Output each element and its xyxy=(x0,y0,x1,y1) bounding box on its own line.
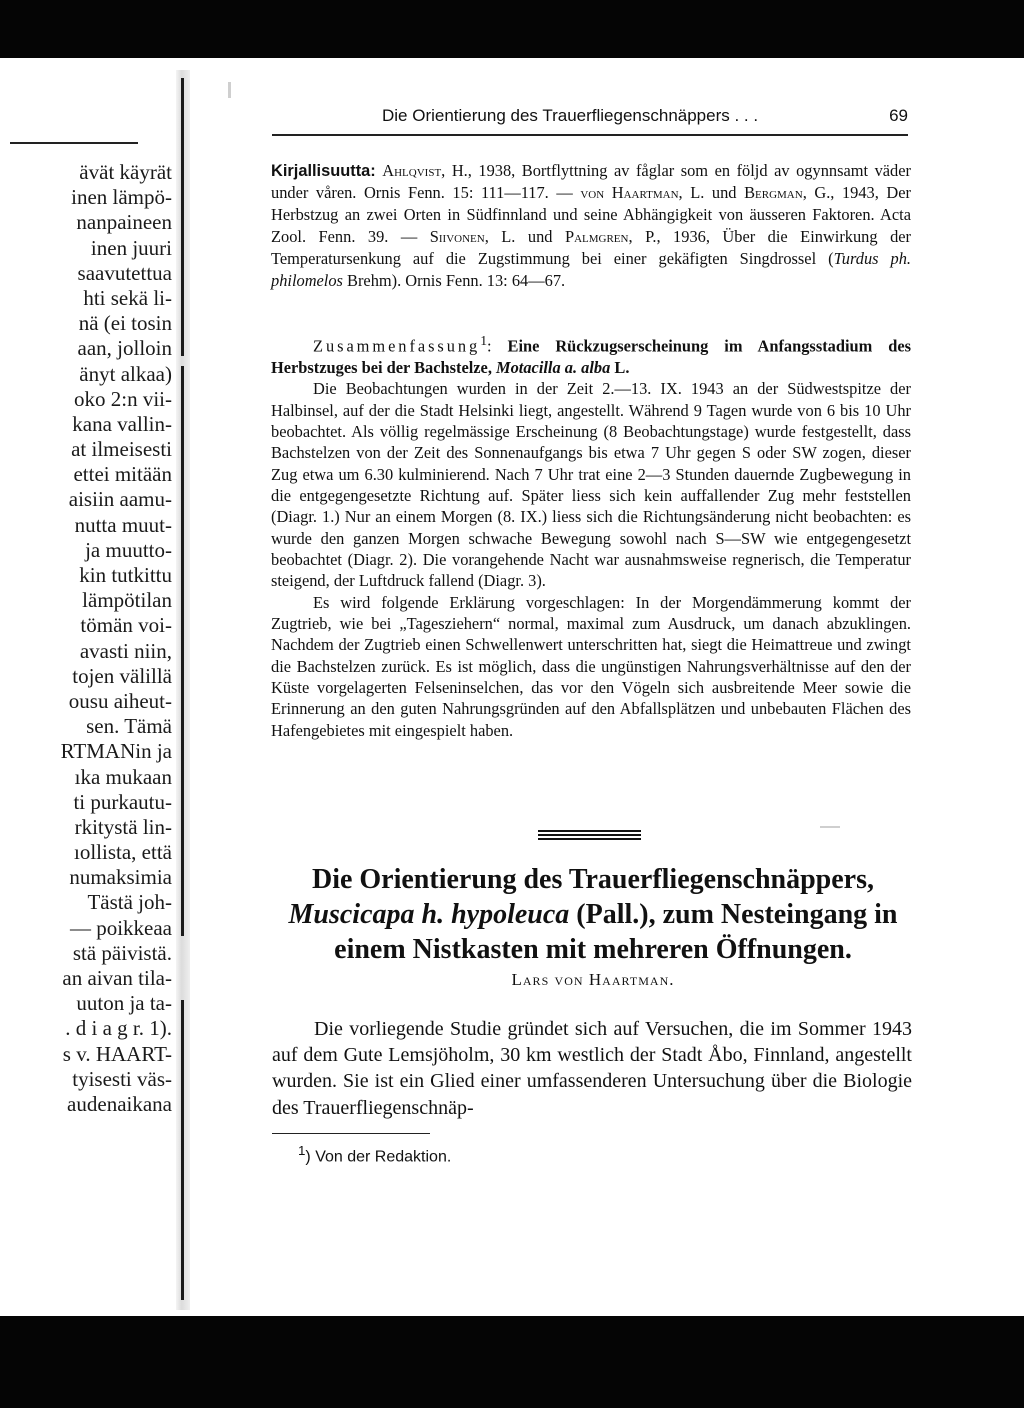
literature-text: , H., 1938, Bortflyttning av fåglar som en följd av ogynnsamt väder under våren. Ornis Fenn. 15: 111—117. — xyxy=(271,161,911,203)
previous-page-line: tömän voi- xyxy=(80,613,172,638)
previous-page-line: numaksimia xyxy=(69,865,172,890)
previous-page-line: stä päivistä. xyxy=(72,940,172,965)
footnote-text: ) Von der Redaktion. xyxy=(305,1148,452,1166)
previous-page-line: ıollista, että xyxy=(74,840,172,865)
summary-heading xyxy=(271,330,911,378)
literature-paragraph xyxy=(271,160,911,293)
footnote-rule xyxy=(272,1133,430,1134)
literature-text: Brehm). Ornis Fenn. 13: 64—67. xyxy=(342,271,566,291)
previous-page-line: avasti niin, xyxy=(79,638,172,663)
previous-page-line: hti sekä li- xyxy=(83,285,172,310)
summary-title: Eine Rückzugserscheinung im Anfangsstadium des Herbstzuges bei der Bachstelze, xyxy=(271,336,911,377)
footnote xyxy=(298,1143,451,1166)
previous-page-line: aan, jolloin xyxy=(77,336,172,361)
species-name: Motacilla a. alba xyxy=(496,357,611,377)
previous-page-column xyxy=(0,160,172,1117)
previous-page-line: lämpötilan xyxy=(82,588,172,613)
footnote-mark: 1 xyxy=(298,1143,306,1158)
scan-top-border xyxy=(0,0,1024,58)
footnote-mark: 1 xyxy=(480,333,488,348)
previous-page-line: kin tutkittu xyxy=(79,563,172,587)
article-author: Lars von Haartman. xyxy=(511,970,675,989)
gutter-edge-line xyxy=(181,366,184,936)
header-rule xyxy=(272,134,908,136)
article-title-text: Die Orientierung des Trauerfliegenschnäppers, xyxy=(311,864,875,895)
scan-speck xyxy=(228,82,231,98)
scan-speck xyxy=(820,826,840,828)
author-name: Palmgren xyxy=(564,227,629,247)
running-header xyxy=(272,104,908,132)
previous-page-line: saavutettua xyxy=(77,260,172,285)
page-number: 69 xyxy=(889,106,908,125)
summary-paragraph: Es wird folgende Erklärung vorgeschlagen: In der Morgendämmerung kommt der Zugtrieb, wie bei „Tagesziehern“ normal, maximal zum Ausdruck, um danach abzuklingen. Nachdem der Zugtrieb einen Schwellenwert unterschritten hat, siegt die Heimattreue und zwingt die Bachstelzen zurück. Es ist möglich, dass die ungünstigen Nahrungsverhältnisse auf den der Küste vorgelagerten Felseninselchen, das vor den Vögeln sich ausbreitende Meer sowie die Erinnerung an den guten Nahrungsgründen auf den Abfallsplätzen und unbebauten Flächen des Hafengebietes mit eingespielt haben. xyxy=(271,592,911,740)
author-name: Bergman xyxy=(744,183,803,203)
author-name: Siivonen xyxy=(429,227,485,247)
previous-page-line: ti purkautu- xyxy=(73,789,172,814)
previous-page-line: tyisesti väs- xyxy=(72,1066,172,1091)
previous-page-line: audenaikana xyxy=(67,1091,172,1116)
previous-page-line: uuton ja ta- xyxy=(76,991,172,1016)
previous-page-line: ettei mitään xyxy=(73,462,172,487)
article-body: Die vorliegende Studie gründet sich auf Versuchen, die im Sommer 1943 auf dem Gute Lemsjöholm, 30 km westlich der Stadt Åbo, Finnland, angestellt wurden. Sie ist ein Glied einer umfassenderen Untersuchung über die Biologie des Trauerfliegenschnäp- xyxy=(272,1018,912,1119)
previous-page-line: ıka mukaan xyxy=(74,764,172,789)
previous-page-line: kana vallin- xyxy=(72,411,172,436)
previous-page-line: nä (ei tosin xyxy=(78,311,172,336)
running-header-title: Die Orientierung des Trauerfliegenschnäppers . . . xyxy=(382,106,759,125)
previous-page-line: s v. HAART- xyxy=(62,1041,172,1066)
previous-page-line: RTMANin ja xyxy=(60,739,172,764)
previous-page-line: tojen välillä xyxy=(72,663,172,688)
section-divider xyxy=(538,830,641,842)
previous-page-line: ävät käyrät xyxy=(79,160,172,184)
previous-page-line: — poikkeaa xyxy=(69,915,172,940)
previous-page-line: . d i a g r. 1). xyxy=(65,1016,172,1041)
summary-section xyxy=(271,330,911,741)
previous-page-line: änyt alkaa) xyxy=(79,361,172,386)
literature-label: Kirjallisuutta: xyxy=(271,162,376,180)
species-name: Turdus ph. philomelos xyxy=(271,249,911,291)
article-title xyxy=(262,862,924,967)
previous-page-line: ja muutto- xyxy=(85,537,172,562)
summary-title-end: L. xyxy=(610,357,630,377)
previous-page-line: oko 2:n vii- xyxy=(74,386,172,411)
previous-page-line: an aivan tila- xyxy=(62,966,172,990)
author-name: Ahlqvist xyxy=(382,161,442,180)
scan-bottom-border xyxy=(0,1316,1024,1408)
previous-page-line: nutta muut- xyxy=(74,512,172,537)
article-title-text: (Pall.), zum Nesteingang in einem Nistkasten mit mehreren Öffnungen. xyxy=(334,899,898,965)
literature-text: , L. und xyxy=(678,183,745,203)
previous-page-line: ousu aiheut- xyxy=(68,688,172,713)
literature-text: , P., 1936, Über die Einwirkung der Temperatursenkung auf die Zugstimmung bei einer gekäfigten Singdrossel ( xyxy=(271,227,911,269)
previous-page-line: rkitystä lin- xyxy=(74,814,172,839)
author-name: von Haartman xyxy=(580,183,679,203)
previous-page-line: inen lämpö- xyxy=(71,185,172,210)
previous-page-rule xyxy=(10,142,138,144)
previous-page-line: Tästä joh- xyxy=(87,890,172,915)
previous-page-line: at ilmeisesti xyxy=(71,437,172,462)
previous-page-line: sen. Tämä xyxy=(86,714,172,739)
literature-text: , G., 1943, Der Herbstzug an zwei Orten in Südfinnland und seine Abhängigkeit von äusseren Faktoren. Acta Zool. Fenn. 39. — xyxy=(271,183,911,247)
gutter-edge-line xyxy=(181,78,184,356)
previous-page-line: aisiin aamu- xyxy=(68,487,172,512)
summary-colon: : xyxy=(487,336,508,356)
literature-text: , L. und xyxy=(484,227,565,247)
species-name: Muscicapa h. hypoleuca xyxy=(288,899,570,930)
summary-paragraph: Die Beobachtungen wurden in der Zeit 2.—13. IX. 1943 an der Südwestspitze der Halbinsel, auf der die Stadt Helsinki liegt, angestellt. Während 9 Tagen wurde von 6 bis 10 Uhr beobachtet. Als völlig regelmässige Erscheinung (8 Beobachtungstage) wurde festgestellt, dass Bachstelzen von der Zeit des Sonnenaufgangs bis etwa 7 Uhr gegen S oder SW zogen, dieser Zug etwa um 6.30 kulminierend. Nach 7 Uhr trat eine 2—3 Stunden dauernde Zugbewegung in die entgegengesetzte Richtung auf. Später liess sich kein auffallender Zug mehr feststellen (Diagr. 1.) Nur an einem Morgen (8. IX.) liess sich die Richtungsänderung nicht beobachten: es wurde den ganzen Morgen schwache Bewegung sowohl nach S—SW wie entgegengesetzt beobachtet (Diagr. 2). Die vorangehende Nacht war ausnahmsweise regnerisch, die Temperatur steigend, der Luftdruck fallend (Diagr. 3). xyxy=(271,379,911,591)
gutter-edge-line xyxy=(181,1000,184,1300)
summary-label: Zusammenfassung xyxy=(313,336,481,356)
previous-page-line: nanpaineen xyxy=(76,210,172,235)
previous-page-line: inen juuri xyxy=(90,235,172,260)
